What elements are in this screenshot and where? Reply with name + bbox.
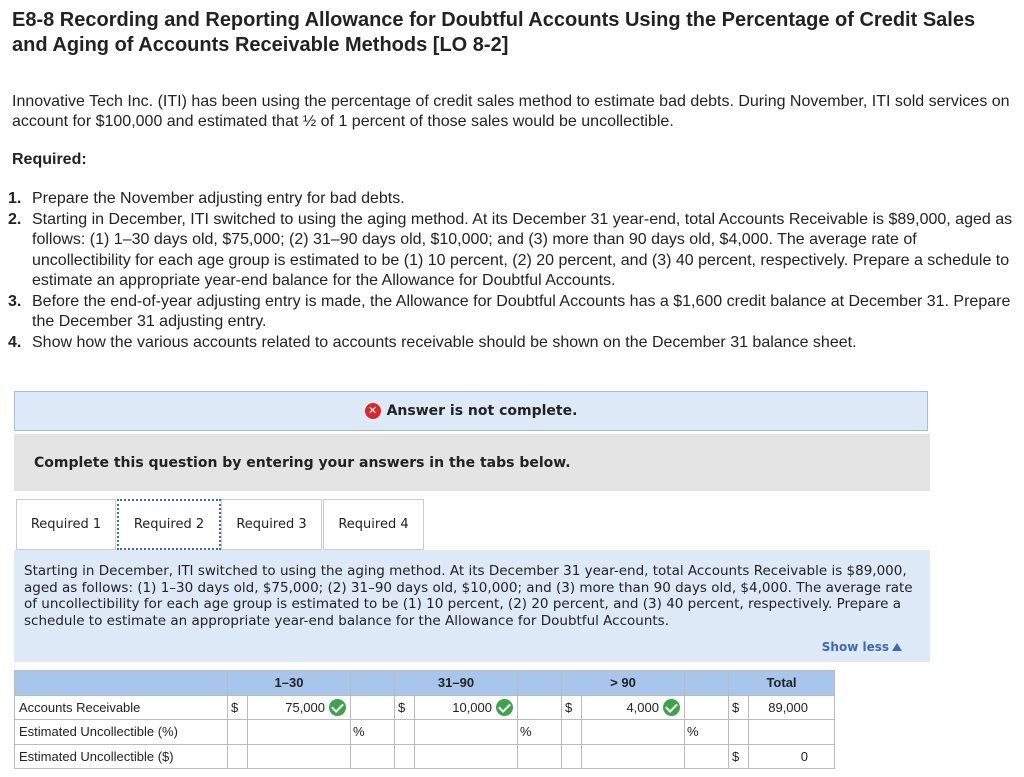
- show-less-label: Show less: [821, 640, 889, 654]
- problem-intro: Innovative Tech Inc. (ITI) has been using the percentage of credit sales method to estimate bad debts. During November, ITI sold services on account for $100,000 and estimated that ½ of 1 percent of those sales would be uncollectible.: [12, 93, 1010, 130]
- empty-cell: [729, 720, 749, 745]
- empty-cell: [351, 695, 395, 720]
- empty-cell: [562, 720, 582, 745]
- answer-status-text: Answer is not complete.: [386, 403, 578, 419]
- currency-symbol: $: [729, 744, 749, 769]
- requirement-number: 2.: [8, 210, 22, 228]
- ar-over-90-input[interactable]: [582, 695, 685, 720]
- cell-value: 75,000: [285, 699, 325, 715]
- ar-1-30-input[interactable]: [248, 695, 351, 720]
- requirement-item: [8, 189, 1018, 210]
- ar-total-value: 89,000: [749, 695, 835, 720]
- requirements-list: [8, 189, 1018, 353]
- cell-value: 10,000: [452, 699, 492, 715]
- requirement-text: Prepare the November adjusting entry for bad debts.: [32, 190, 405, 207]
- percent-symbol: %: [518, 720, 562, 745]
- requirement-item: [8, 210, 1018, 292]
- error-x-icon: ✕: [365, 403, 381, 419]
- empty-cell: [228, 720, 248, 745]
- empty-cell: [395, 744, 415, 769]
- amt-over-90-input[interactable]: [582, 744, 685, 769]
- pct-1-30-input[interactable]: [248, 720, 351, 745]
- empty-cell: [228, 744, 248, 769]
- table-header-row: [15, 671, 835, 696]
- answer-status-banner: [14, 391, 928, 431]
- requirement-text: Show how the various accounts related to accounts receivable should be shown on the December 31 balance sheet.: [32, 333, 857, 351]
- tab-required-1[interactable]: Required 1: [16, 499, 116, 550]
- triangle-up-icon: [892, 643, 902, 651]
- percent-symbol: %: [685, 720, 729, 745]
- row-label: Accounts Receivable: [15, 695, 228, 720]
- instructions-bar: [14, 434, 930, 491]
- check-icon: [663, 699, 680, 716]
- currency-symbol: $: [562, 695, 582, 720]
- header-blank: [351, 671, 395, 696]
- requirement-item: [8, 333, 1018, 354]
- page-title: E8-8 Recording and Reporting Allowance for Doubtful Accounts Using the Percentage of Credit Sales and Aging of Accounts Receivable Methods [LO 8-2]: [12, 9, 976, 56]
- table-row: [15, 744, 835, 769]
- currency-symbol: $: [729, 695, 749, 720]
- check-icon: [496, 699, 513, 716]
- required-heading: Required:: [12, 151, 87, 168]
- header-blank: [15, 671, 228, 696]
- header-blank: [518, 671, 562, 696]
- aging-schedule-table: [14, 670, 835, 769]
- requirement-number: 3.: [8, 292, 22, 310]
- requirement-number: 4.: [8, 333, 22, 351]
- pct-total-value: [749, 720, 835, 745]
- row-label: Estimated Uncollectible ($): [15, 744, 228, 769]
- requirement-number: 1.: [8, 190, 22, 207]
- column-header: 31–90: [395, 671, 518, 696]
- requirement-text: Starting in December, ITI switched to using the aging method. At its December 31 year-end, total Accounts Receivable is $89,000, aged as follows: (1) 1–30 days old, $75,000; (2) 31–90 days old, $10,000; and (3) more than 90 days old, $4,000. The average rate of uncollectibility for each age group is estimated to be (1) 10 percent, (2) 20 percent, and (3) 40 percent, respectively. Prepare a schedule to estimate an appropriate year-end balance for the Allowance for Doubtful Accounts.: [32, 210, 1013, 289]
- amt-1-30-input[interactable]: [248, 744, 351, 769]
- tab-required-2[interactable]: Required 2: [117, 499, 221, 550]
- amt-total-value: 0: [749, 744, 835, 769]
- cell-value: 4,000: [626, 699, 659, 715]
- header-blank: [685, 671, 729, 696]
- instructions-text: Complete this question by entering your answers in the tabs below.: [34, 454, 571, 471]
- column-header: Total: [729, 671, 835, 696]
- requirement-item: [8, 292, 1018, 333]
- show-less-link[interactable]: [822, 639, 902, 656]
- row-label: Estimated Uncollectible (%): [15, 720, 228, 745]
- empty-cell: [395, 720, 415, 745]
- amt-31-90-input[interactable]: [415, 744, 518, 769]
- empty-cell: [685, 744, 729, 769]
- pct-31-90-input[interactable]: [415, 720, 518, 745]
- ar-31-90-input[interactable]: [415, 695, 518, 720]
- table-row: [15, 720, 835, 745]
- empty-cell: [518, 744, 562, 769]
- table-row: [15, 695, 835, 720]
- requirement-panel: [14, 550, 930, 662]
- empty-cell: [562, 744, 582, 769]
- pct-over-90-input[interactable]: [582, 720, 685, 745]
- column-header: 1–30: [228, 671, 351, 696]
- column-header: > 90: [562, 671, 685, 696]
- currency-symbol: $: [395, 695, 415, 720]
- check-icon: [329, 699, 346, 716]
- tab-required-3[interactable]: Required 3: [221, 499, 322, 550]
- panel-text: Starting in December, ITI switched to using the aging method. At its December 31 year-end, total Accounts Receivable is $89,000, aged as follows: (1) 1–30 days old, $75,000; (2) 31–90 days old, $10,000; and (3) more than 90 days old, $4,000. The average rate of uncollectibility for each age group is estimated to be (1) 10 percent, (2) 20 percent, and (3) 40 percent, respectively. Prepare a schedule to estimate an appropriate year-end balance for the Allowance for Doubtful Accounts.: [24, 563, 913, 629]
- empty-cell: [518, 695, 562, 720]
- currency-symbol: $: [228, 695, 248, 720]
- empty-cell: [685, 695, 729, 720]
- tab-required-4[interactable]: Required 4: [323, 499, 424, 550]
- percent-symbol: %: [351, 720, 395, 745]
- requirement-text: Before the end-of-year adjusting entry is made, the Allowance for Doubtful Accounts has a $1,600 credit balance at December 31. Prepare the December 31 adjusting entry.: [32, 292, 1011, 330]
- empty-cell: [351, 744, 395, 769]
